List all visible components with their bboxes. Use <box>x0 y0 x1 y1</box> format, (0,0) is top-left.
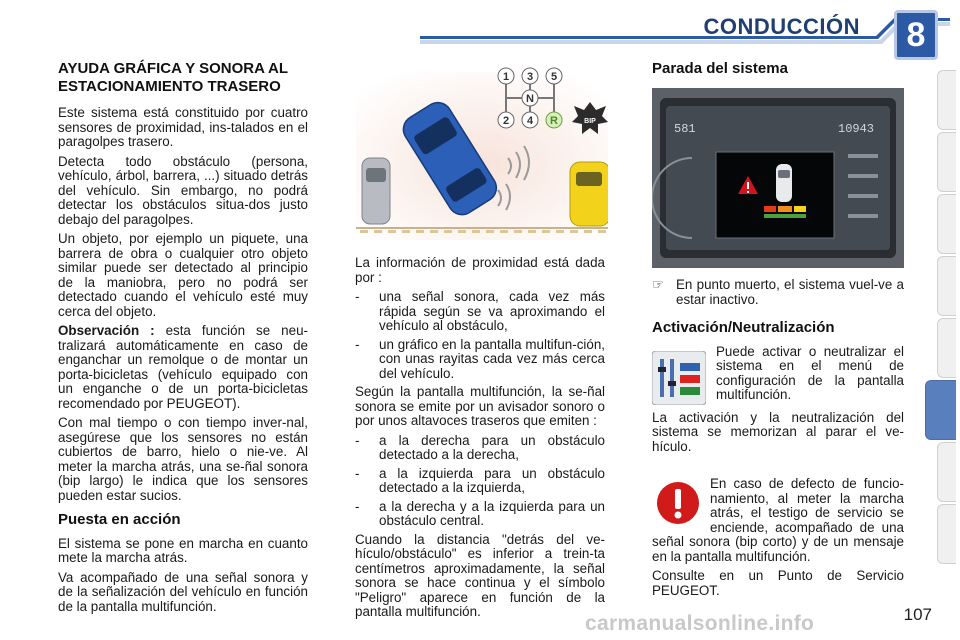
chapter-tab[interactable] <box>937 318 956 378</box>
parked-car-left-icon <box>362 158 390 224</box>
paragraph: En caso de defecto de funcio-namiento, al meter la marcha atrás, el testigo de servicio se enciende, acompañado de una señal sonora (bip corto) y de un mensaje en la pantalla multifunción. <box>652 476 904 564</box>
list-item <box>355 338 605 382</box>
list-item-text: a la derecha para un obstáculo detectado a la derecha, <box>379 432 605 462</box>
observation-label: Observación : <box>58 323 155 338</box>
paragraph: La activación y la neutralización del sistema se memorizan al parar el ve-hículo. <box>652 409 904 454</box>
paragraph: Puede activar o neutralizar el sistema en el menú de configuración de la pantalla multifunción. <box>716 343 904 402</box>
chapter-tab[interactable] <box>937 256 956 316</box>
dash-marker: - <box>355 336 360 352</box>
dash-marker: - <box>355 289 360 304</box>
list-item-text: una señal sonora, cada vez más rápida según se va aproximando el vehículo al obstáculo, <box>379 289 605 333</box>
gear-label: R <box>550 115 558 127</box>
section-title: AYUDA GRÁFICA Y SONORA AL ESTACIONAMIENTO TRASERO <box>58 60 288 95</box>
list-item <box>355 467 605 496</box>
section-heading: Puesta en acción <box>58 511 181 528</box>
list-item <box>355 434 605 463</box>
observation-paragraph <box>58 324 308 411</box>
chapter-badge: 8 <box>894 10 938 60</box>
dash-marker: - <box>355 465 360 481</box>
hand-pointer-icon: ☞ <box>652 277 665 292</box>
gear-label: N <box>526 93 534 105</box>
parked-car-right-icon <box>570 162 608 226</box>
column-left <box>58 60 308 619</box>
dash-marker: - <box>355 498 360 514</box>
list-item-text: a la izquierda para un obstáculo detectado a la izquierda, <box>379 465 605 495</box>
paragraph: Un objeto, por ejemplo un piquete, una barrera de obra o cualquier otro objeto similar puede ser detectado al principio de la maniobra, pero no podrá ser detectado cuando el vehículo esté muy cerca del objeto. <box>58 231 308 319</box>
multifunction-screen-illustration <box>652 88 904 268</box>
chapter-tabs <box>938 70 960 575</box>
vehicle-top-view-icon <box>776 164 792 202</box>
dash-marker: - <box>355 432 360 448</box>
column-right-lower <box>652 278 904 603</box>
list-item-text: a la derecha y a la izquierda para un obstáculo central. <box>379 498 605 528</box>
paragraph: Va acompañado de una señal sonora y de la señalización del vehículo en función de la pantalla multifunción. <box>58 569 308 614</box>
paragraph: El sistema se pone en marcha en cuanto mete la marcha atrás. <box>58 535 308 565</box>
gear-label: 4 <box>526 115 534 127</box>
column-right <box>652 60 904 86</box>
list-item <box>355 500 605 529</box>
paragraph: Cuando la distancia "detrás del ve-hículo/obstáculo" es inferior a trein-ta centímetros aproximadamente, la señal sonora se hace continua y el símbolo "Peligro" aparece en función de la pantalla multifunción. <box>355 531 605 619</box>
list-item-text: un gráfico en la pantalla multifun-ción, con unas rayitas cada vez más cerca del vehículo. <box>379 336 605 381</box>
section-heading: Parada del sistema <box>652 60 788 77</box>
chapter-tab-active[interactable] <box>925 380 956 440</box>
gear-label: 1 <box>502 71 510 83</box>
page-title: CONDUCCIÓN <box>703 14 860 39</box>
gearshift-diagram-icon <box>498 68 562 128</box>
paragraph: Detecta todo obstáculo (persona, vehículo, árbol, barrera, ...) situado detrás del vehículo. Sin embargo, no podrá detectar los obstáculos situa-dos justo debajo del paragolpes. <box>58 153 308 227</box>
chapter-tab[interactable] <box>937 132 956 192</box>
gear-label: 5 <box>550 71 558 83</box>
page-number: 107 <box>903 605 932 624</box>
paragraph: Consulte en un Punto de Servicio PEUGEOT. <box>652 568 904 598</box>
paragraph: Según la pantalla multifunción, la se-ñal sonora se emite por un avisador sonoro o por unos altavoces traseros que emiten : <box>355 384 605 428</box>
list-item-text: En punto muerto, el sistema vuel-ve a estar inactivo. <box>676 277 904 307</box>
gear-label: 2 <box>502 115 510 127</box>
watermark: carmanualsonline.info <box>585 612 815 635</box>
paragraph: La información de proximidad está dada por : <box>355 255 605 285</box>
header-bar <box>420 18 950 44</box>
section-heading: Activación/Neutralización <box>652 319 835 336</box>
paragraph: Con mal tiempo o con tiempo inver-nal, asegúrese que los sensores no están cubiertos de barro, hielo o nie-ve. Al meter la marcha atrás, una se-ñal sonora (bip largo) le indica que los sensores pueden estar sucios. <box>58 415 308 503</box>
chapter-tab[interactable] <box>937 504 956 564</box>
chapter-tab[interactable] <box>937 442 956 502</box>
paragraph: Este sistema está constituido por cuatro sensores de proximidad, ins-talados en el paragolpes trasero. <box>58 105 308 149</box>
column-middle <box>355 256 605 625</box>
chapter-tab[interactable] <box>937 70 956 130</box>
screen-readout: 10943 <box>838 122 875 136</box>
parking-illustration <box>356 62 608 248</box>
chapter-tab[interactable] <box>937 194 956 254</box>
observation-text: esta función se neu-tralizará automáticamente en caso de enganchar un remolque o de montar un porta-bicicletas (vehículo equipado con un enganche o de un porta-bicicletas recomendado por PEUGEOT). <box>58 323 308 411</box>
bip-label: BIP <box>584 118 596 125</box>
settings-menu-icon <box>652 351 706 405</box>
warning-icon <box>656 481 700 525</box>
gear-label: 3 <box>526 71 534 83</box>
list-item <box>355 290 605 334</box>
list-item <box>652 278 904 307</box>
screen-readout: 581 <box>674 122 696 136</box>
